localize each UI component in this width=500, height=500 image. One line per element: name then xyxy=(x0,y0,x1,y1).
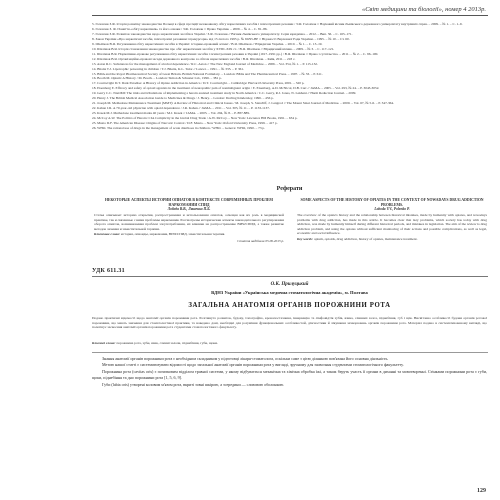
udc-code: УДК 611.31 xyxy=(92,268,125,274)
reference-item: 17. Courtwright D.T. Dark Paradise: A History of Opiate Addiction in America / D.T. Courtwright. – Cambridge: Harvard University Press, 2001. – 320 p. xyxy=(92,81,305,86)
reference-item: 5. Головчак З.Ф. Історія розвитку законодавства Польщі в сфері протидії незаконному обігу наркотичних засобів і психотропних речовин / З.Ф. Головчак // Науковий вісник Львівського державного університету внутрішніх справ. – 2009. – № 1. – С. 1–9. xyxy=(92,22,463,26)
reference-item: 26. WHO. The rational use of drugs in the management of acute diarrhoea in children / WHO. – Geneva: WHO, 1990. – 73 p. xyxy=(92,126,266,131)
body-paragraph: Губи (labia oris) утворені коловим м'язом рота, вкриті зовні шкірою, а зсередини — слизовою оболонкою. xyxy=(102,381,285,387)
reference-item: 9. Шалімов В.Я. Регулювання обігу наркотичних засобів в Україні: історико-правовий аспект / В.Я. Шалімов // Юридична Україна. – 2010. – № 1. – С. 13–19. xyxy=(92,41,323,46)
reference-item: 13. Aston R.C. Substances for the management of alcohol dependence / R.C. Aston // The New England Journal of Medicine. – 2006. – Vol. 354, № 1. – P. 115-132. xyxy=(92,61,318,66)
reference-item: 21. Joseph M. Methadone Maintenance Treatment (MMT): A Review of Historical and Clinical Issues / M. Joseph, S. Stancliff, J. Langrod // The Mount Sinai Journal of Medicine. – 2000. – Vol. 67, № 5-6. – P. 347-364. xyxy=(92,101,394,106)
reference-item: 11. Шалімов В.Я. Нормативно-правове регулювання обігу наркотичних засобів і психотропних речовин в Україні (1917–1991 рр.) / В.Я. Шалімов // Право і суспільство. – 2011. – № 2. – С. 96–100. xyxy=(92,51,379,56)
body-paragraph: Знання анатомії органів порожнини рота є необхідним складником у підготовці лікаря-стоматолога, оскільки саме з цією ділянкою пов'язана його основна діяльність. xyxy=(102,356,389,361)
summary-title: НЕКОТОРЫЕ АСПЕКТЫ ИСТОРИИ ОПИАТОВ В КОНТЕКСТЕ СОВРЕМЕННЫХ ПРОБЛЕМ НАРКОМАНИИ СПИД xyxy=(105,198,273,207)
summary-left-column xyxy=(94,198,284,244)
keywords-label: Ключевые слова: xyxy=(94,232,121,237)
reference-item: 23. Kreek M.J. Methadone treatment marks 40 years / M.J. Kreek // JAMA. – 2005. – Vol. 294, № 8. – P. 887-889. xyxy=(92,111,250,116)
reference-item: 16. Booth M. Opium: A History / M. Booth. – London: Simon & Schuster Ltd., 1996. – 381 p. xyxy=(92,76,222,81)
summaries-heading: Реферати xyxy=(276,186,303,192)
page-number: 129 xyxy=(477,488,486,494)
reference-item: 10. Шалімов В.Я. Історія становлення законодавства про обіг наркотичних засобів у XVIII–XIX ст. / В.Я. Шалімов // Юридичний вісник. – 2009. – № 3. – С. 117–121. xyxy=(92,46,335,51)
reference-item: 18. Eisenberg E. Efficacy and safety of opioid agonists in the treatment of neuropathic pain of nonmalignant origin / E. Eisenberg, A.D. McNicol, D.B. Carr // JAMA. – 2005. – Vol. 293, № 24. – P. 3043-3052. xyxy=(92,86,380,91)
article-authors: О.К. Прилуцький xyxy=(270,282,309,287)
summary-title: SOME ASPECTS OF THE HISTORY OF OPIATES IN THE CONTEXT OF NOWADAYS DRUG ADDICTION PROBLEMS. xyxy=(300,198,484,207)
reference-item: 22. Kahan J.R. A 70-year-old physician with opioid dependence / J.R. Kahan // JAMA. – 2011. – Vol. 305, № 11. – P. 1133-1137. xyxy=(92,106,270,111)
summary-keywords xyxy=(94,232,284,237)
received-date: Стаття надійшла 05.06.2013 р. xyxy=(237,238,284,243)
summary-body: Статья описывает историю открытия, распространения и использования опиатов, освещая как их роль в медицинской практике, так и связанные с ними проблемы наркомании. Рассмотрены исторические аспекты законодательного регулирования оборота опиатов, возникновения проблем злоупотребления, их влияние на распространение ВИЧ/СПИД, а также развитие методов лечения и заместительной терапии. xyxy=(94,213,284,231)
reference-item: 25. Musto D.F. The American Disease: Origins of Narcotic Control / D.F. Musto. – New York: Oxford University Press, 1999. – 417 p. xyxy=(92,121,278,126)
keywords-text: порожнина рота, зуби, язик, слинні залози, піднебіння, губи, щоки. xyxy=(116,341,218,345)
keywords-text: история, опиоиды, наркомания, ВИЧ/СПИД, заместительная терапия. xyxy=(120,232,226,237)
running-header: «Світ медицини та біології», номер 4 2013р. xyxy=(361,6,486,13)
reference-list xyxy=(92,22,487,131)
body-paragraph: Порожнина рота (cavitas oris) є початковим відділом травної системи, у якому відбувається механічна та хімічна обробка їжі, а також беруть участь її органи в диханні та мовотворенні. Стінками порожнини рота є губи, щоки, піднебіння та дно порожнини рота [1, 5, 6, 9]. xyxy=(92,368,487,381)
reference-item: 6. Головчак З. Ф. Поняття «обігу наркотиків» та його ознаки / З.Ф. Головчак // Право України. – 2009. – № 4. – С. 81–86. xyxy=(92,26,268,31)
section-divider xyxy=(92,276,488,277)
reference-item: 15. BMA and the Royal Pharmaceutical Society of Great Britain. British National Formulary. – London: BMA and The Pharmaceutical Press. – 1997. – № 33. – P. 611. xyxy=(92,71,323,76)
summary-keywords xyxy=(297,237,487,242)
reference-item: 24. McCoy A.W. The Politics of Heroin: CIA Complicity in the Global Drug Trade / A.W. McCoy. – New York: Lawrence Hill Books, 1991. – 634 p. xyxy=(92,116,298,121)
reference-item: 7. Головчак З.Ф. Розвиток законодавства щодо наркотичних засобів в Україні / З.Ф. Головчак // Вісник Львівського університету. Серія юридична. – 2012. – Вип. 56. – С. 165–171. xyxy=(92,31,353,36)
article-affiliation: ВДНЗ України «Українська медична стоматологічна академія», м. Полтава xyxy=(211,290,368,295)
body-paragraph: Метою нашої статті є систематизувати відомості щодо загальної анатомії органів порожнини рота у вигляді, зручному для засвоєння студентами стоматологічного факультету. xyxy=(102,362,404,368)
summary-body: The overview of the opiate's history and the relationship between historical mistakes, made by humanity with opiates, and nowadays problems with drug addiction, has made in this article. It becomes clear that lazy problems, which society has today with drug addiction, was made by humanity himself during different historical periods, and mistakes in legislation. The aim of the review is drug addiction problem, and using the opiates without sufficient monitoring of their actions and possible complications, as well as legal, economic and social influence. xyxy=(297,213,487,236)
reference-item: 8. Закон України «Про наркотичні засоби, психотропні речовини і прекурсори» від 15 лютого 1995 р. № 60/95-ВР // Відомості Верховної Ради України. – 1995. – № 10. – Ст. 60. xyxy=(92,36,350,41)
summary-authors: Loboda V.V., Polenko P. xyxy=(374,207,410,212)
reference-item: 20. Henry J. The British Medical Association Guide to Medicines & Drugs / J. Henry. – London: Dorling Kindersley, 1996. – 456 p. xyxy=(92,96,274,101)
reference-item: 19. Gerry C.C. NAOMI: The trials and tribulations of implementing a heroin assisted treatment study in North America / C.C. Gerry, R.J. Jones, N. Lakhani // Harm Reduction Journal. – 2009. xyxy=(92,91,357,96)
reference-item: 14. Bhatia T.J. Lipotrophic poisoning in children / T.J. Bhatia, K.L. Tulor // Lancet. – 1991. – № 335. – P. 361. xyxy=(92,66,244,71)
header-rule xyxy=(92,15,488,16)
section-divider xyxy=(92,352,488,353)
keywords-label: Key words: xyxy=(297,236,314,241)
article-keywords xyxy=(92,341,487,346)
summary-right-column xyxy=(297,198,487,242)
article-abstract: Подано практичні відомості щодо анатомії органів порожнини рота. Розглянуто розвиток, будову, топографію, кровопостачання, іннервацію та лімфовідтік зубів, язика, слинних залоз, піднебіння, губ і щік. Висвітлено особливості будови органів ротової порожнини, що мають значення для стоматологічної практики, та наведено дані, необхідні для розуміння функціональних особливостей, діагностики й лікування захворювань органів порожнини рота. Матеріал подано в систематизованому вигляді, що полегшує засвоєння анатомії органів порожнини рота студентами стоматологічного факультету. xyxy=(92,316,487,330)
keywords-text: opium, opioids, drug addiction, history of opiates, maintenance treatment. xyxy=(313,236,418,241)
keywords-label: Ключові слова: xyxy=(92,341,116,345)
summary-authors: Лобода В.В., Ляшенко П.Б. xyxy=(167,207,211,212)
reference-item: 12. Шалімов В.Я. Організаційно-правові засади державного контролю за обігом наркотичних засобів / В.Я. Шалімов. – Київ, 2011. – 218 с. xyxy=(92,56,296,61)
article-title: ЗАГАЛЬНА АНАТОМІЯ ОРГАНІВ ПОРОЖНИНИ РОТА xyxy=(188,302,391,309)
article-body xyxy=(92,356,487,388)
